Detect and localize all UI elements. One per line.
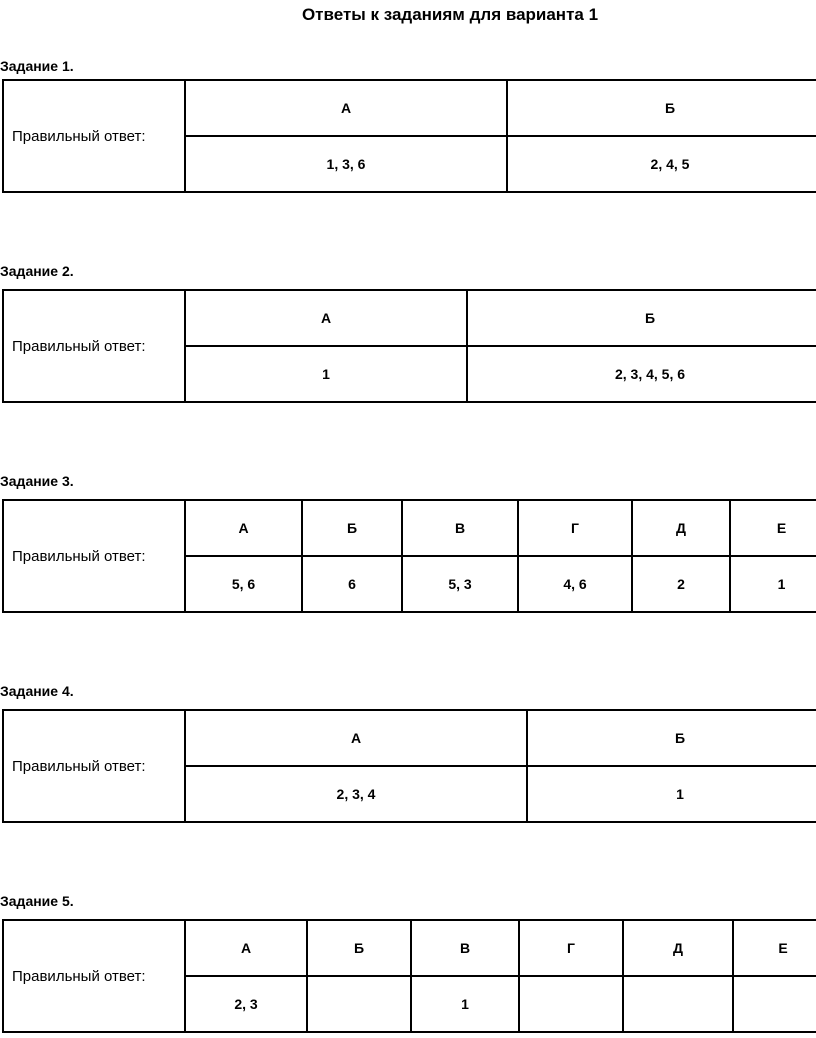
page-title: Ответы к заданиям для варианта 1 (301, 5, 599, 24)
task-4-label: Задание 4. (0, 683, 74, 699)
header-cell: А (185, 500, 302, 556)
task-1-label: Задание 1. (0, 58, 74, 74)
header-cell: В (411, 920, 519, 976)
answer-cell (519, 976, 623, 1032)
header-cell: А (185, 290, 467, 346)
task-3-table (2, 499, 816, 613)
answer-cell: 6 (302, 556, 402, 612)
answer-cell: 4, 6 (518, 556, 632, 612)
answer-cell: 5, 6 (185, 556, 302, 612)
answer-cell: 1 (185, 346, 467, 402)
header-cell: Б (507, 80, 816, 136)
header-cell: Д (623, 920, 733, 976)
answer-cell: 5, 3 (402, 556, 518, 612)
correct-answer-label: Правильный ответ: (3, 920, 185, 1032)
task-5-label: Задание 5. (0, 893, 74, 909)
answer-cell (733, 976, 816, 1032)
header-cell: Г (518, 500, 632, 556)
header-cell: Е (730, 500, 816, 556)
header-cell: Б (302, 500, 402, 556)
answer-cell: 2 (632, 556, 730, 612)
header-cell: В (402, 500, 518, 556)
answer-cell: 2, 3, 4 (185, 766, 527, 822)
task-1-table (2, 79, 816, 193)
answer-cell (307, 976, 411, 1032)
header-cell: Б (467, 290, 816, 346)
header-cell: Б (527, 710, 816, 766)
answer-cell: 1 (527, 766, 816, 822)
header-cell: А (185, 920, 307, 976)
correct-answer-label: Правильный ответ: (3, 80, 185, 192)
header-cell: А (185, 80, 507, 136)
correct-answer-label: Правильный ответ: (3, 290, 185, 402)
header-cell: Е (733, 920, 816, 976)
task-3-label: Задание 3. (0, 473, 74, 489)
answer-cell: 1, 3, 6 (185, 136, 507, 192)
answer-cell: 1 (730, 556, 816, 612)
answer-cell: 2, 4, 5 (507, 136, 816, 192)
header-cell: Д (632, 500, 730, 556)
task-5-table (2, 919, 816, 1033)
task-2-table (2, 289, 816, 403)
correct-answer-label: Правильный ответ: (3, 710, 185, 822)
answer-cell: 2, 3 (185, 976, 307, 1032)
answer-cell (623, 976, 733, 1032)
task-4-table (2, 709, 816, 823)
header-cell: Б (307, 920, 411, 976)
answer-cell: 2, 3, 4, 5, 6 (467, 346, 816, 402)
header-cell: А (185, 710, 527, 766)
answer-cell: 1 (411, 976, 519, 1032)
correct-answer-label: Правильный ответ: (3, 500, 185, 612)
task-2-label: Задание 2. (0, 263, 74, 279)
header-cell: Г (519, 920, 623, 976)
